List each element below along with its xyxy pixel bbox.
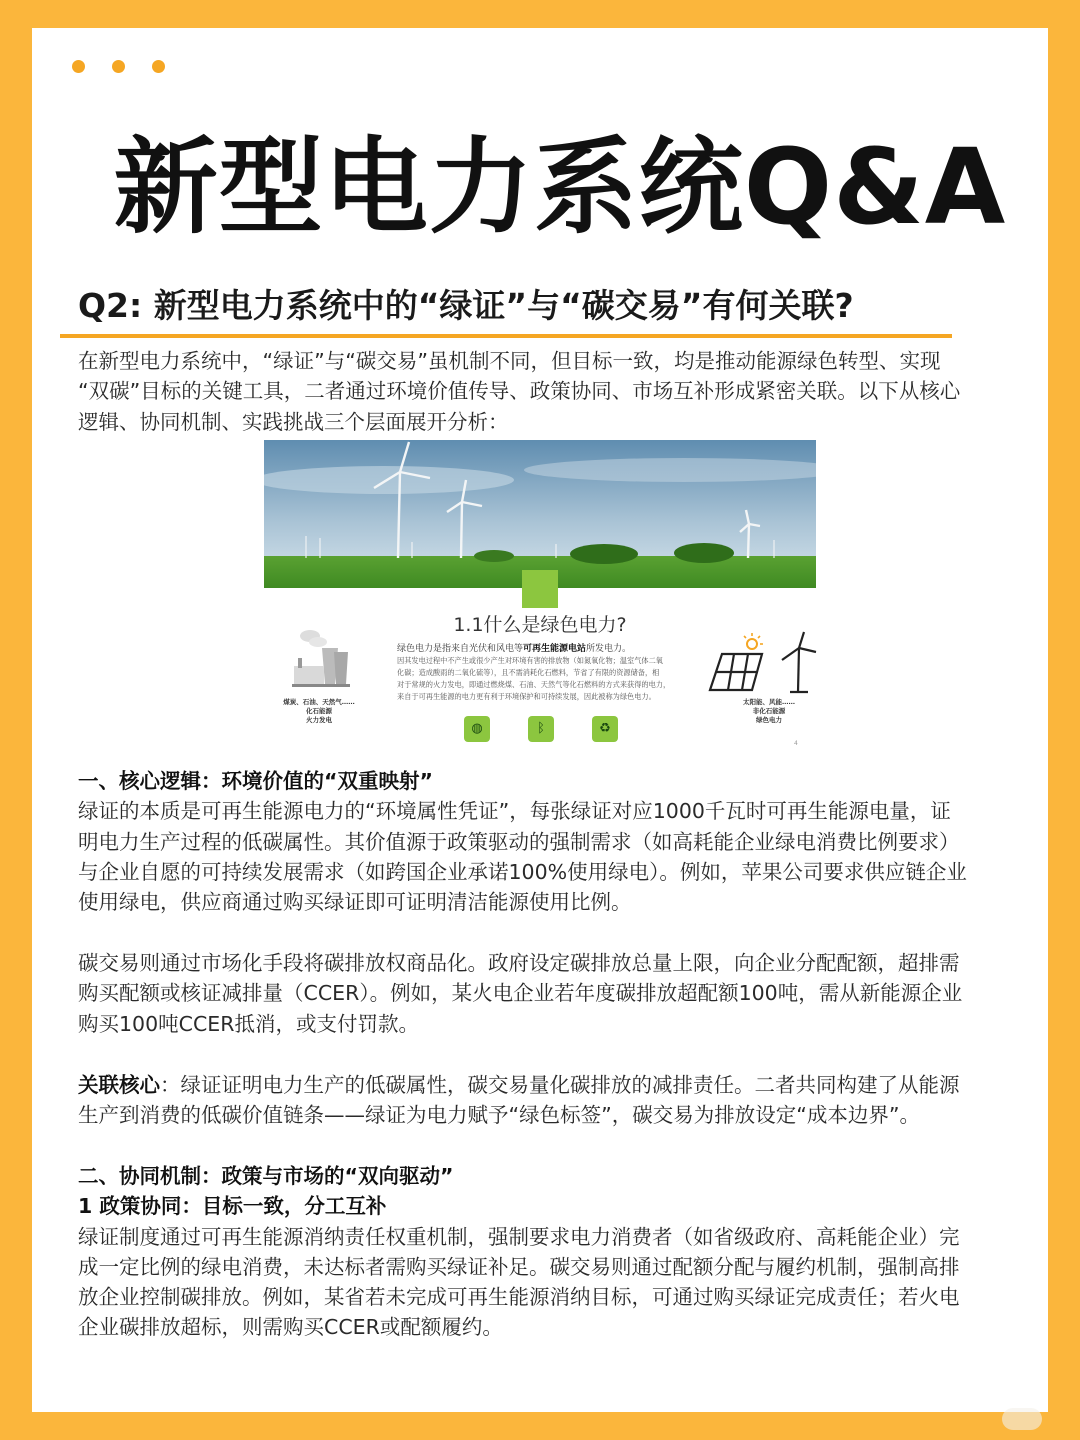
s1-p2-line-3: 购买100吨CCER抵消，或支付罚款。 — [78, 1011, 419, 1036]
desc-line-2: 化碳；造成酸雨的二氧化硫等），且不需消耗化石燃料，节省了有限的资源储备，相 — [397, 668, 660, 677]
figure-title: 1.1什么是绿色电力? — [453, 614, 627, 636]
s2-p1-line-3: 放企业控制碳排放。例如，某省若未完成可再生能源消纳目标，可通过购买绿证完成责任；若火电 — [78, 1285, 960, 1310]
dot-2 — [112, 60, 125, 73]
section2-heading: 二、协同机制：政策与市场的“双向驱动” — [78, 1164, 454, 1188]
globe-icon: ◍ — [464, 716, 490, 742]
s1-p1-line-3: 与企业自愿的可持续发展需求（如跨国企业承诺100%使用绿电）。例如，苹果公司要求供应链企业 — [78, 859, 967, 884]
bluetooth-icon: ᛒ — [528, 716, 554, 742]
s2-p1-line-4: 企业碳排放超标，则需购买CCER或配额履约。 — [78, 1315, 503, 1340]
watermark — [1002, 1408, 1042, 1430]
intro-line-3: 逻辑、协同机制、实践挑战三个层面展开分析： — [78, 409, 509, 434]
s1-p1-line-1: 绿证的本质是可再生能源电力的“环境属性凭证”，每张绿证对应1000千瓦时可再生能源电量，证 — [78, 799, 951, 824]
s2-p1-line-1: 绿证制度通过可再生能源消纳责任权重机制，强制要求电力消费者（如省级政府、高耗能企业）完 — [78, 1224, 960, 1249]
fossil-caption-1: 煤炭、石油、天然气…… — [283, 698, 355, 706]
page-title: 新型电力系统Q&A — [113, 126, 1007, 248]
link-core-label: 关联核心 — [78, 1073, 160, 1097]
s2-p1-line-2: 成一定比例的绿电消费，未达标者需购买绿证补足。碳交易则通过配额分配与履约机制，强制高排 — [78, 1254, 960, 1279]
fossil-caption — [274, 698, 364, 725]
green-power-figure — [264, 440, 816, 754]
green-caption — [724, 698, 814, 725]
figure-accent-block — [522, 570, 558, 608]
desc-line-3: 对于常规的火力发电，即通过燃烧煤、石油、天然气等化石燃料的方式来获得的电力， — [397, 680, 671, 689]
s1-p1-line-2: 明电力生产过程的低碳属性。其价值源于政策驱动的强制需求（如高耗能企业绿电消费比例要求） — [78, 829, 960, 854]
dot-1 — [72, 60, 85, 73]
section1-paragraph-3 — [78, 1070, 1028, 1131]
s1-p2-line-1: 碳交易则通过市场化手段将碳排放权商品化。政府设定碳排放总量上限，向企业分配配额，超排需 — [78, 951, 960, 975]
s1-p2-line-2: 购买配额或核证减排量（CCER）。例如，某火电企业若年度碳排放超配额100吨，需从新能源企业 — [78, 981, 963, 1006]
intro-paragraph — [78, 346, 1028, 437]
section2-block — [78, 1161, 1028, 1343]
intro-line-1: 在新型电力系统中，“绿证”与“碳交易”虽机制不同，但目标一致，均是推动能源绿色转型、实现 — [78, 349, 941, 373]
question-underline — [60, 334, 952, 338]
solar-wind-icon — [704, 630, 820, 700]
section2-subheading: 1 政策协同：目标一致，分工互补 — [78, 1194, 387, 1219]
section1-block — [78, 766, 1028, 917]
figure-description — [397, 643, 689, 703]
power-plant-icon — [288, 628, 352, 694]
fossil-caption-2: 化石能源 — [306, 707, 332, 715]
question-heading: Q2: 新型电力系统中的“绿证”与“碳交易”有何关联? — [78, 286, 854, 325]
recycle-icon: ♻ — [592, 716, 618, 742]
s1-p3-line-1: ：绿证证明电力生产的低碳属性，碳交易量化碳排放的减排责任。二者共同构建了从能源 — [160, 1073, 960, 1097]
green-caption-2: 非化石能源 — [752, 707, 786, 715]
desc-line-1: 因其发电过程中不产生或很少产生对环境有害的排放物（如氮氧化物；温室气体二氧 — [397, 656, 663, 665]
green-caption-3: 绿色电力 — [756, 716, 782, 724]
green-caption-1: 太阳能、风能…… — [743, 698, 795, 706]
desc-lead-b: 可再生能源电站 — [523, 644, 587, 654]
desc-lead-a: 绿色电力是指来自光伏和风电等 — [397, 644, 524, 654]
dot-3 — [152, 60, 165, 73]
desc-lead-c: 所发电力。 — [586, 644, 632, 654]
intro-line-2: “双碳”目标的关键工具，二者通过环境价值传导、政策协同、市场互补形成紧密关联。以下从核心 — [78, 379, 961, 404]
fossil-caption-3: 火力发电 — [306, 716, 332, 724]
section1-heading: 一、核心逻辑：环境价值的“双重映射” — [78, 769, 433, 793]
s1-p3-line-2: 生产到消费的低碳价值链条——绿证为电力赋予“绿色标签”，碳交易为排放设定“成本边界”。 — [78, 1103, 920, 1128]
wind-farm-photo — [264, 440, 816, 588]
s1-p1-line-4: 使用绿电，供应商通过购买绿证即可证明清洁能源使用比例。 — [78, 890, 632, 915]
desc-line-4: 来自于可再生能源的电力更有利于环境保护和可持续发展，因此被称为绿色电力。 — [397, 692, 656, 701]
section1-paragraph-2 — [78, 948, 1028, 1039]
figure-page-number: 4 — [794, 740, 798, 747]
